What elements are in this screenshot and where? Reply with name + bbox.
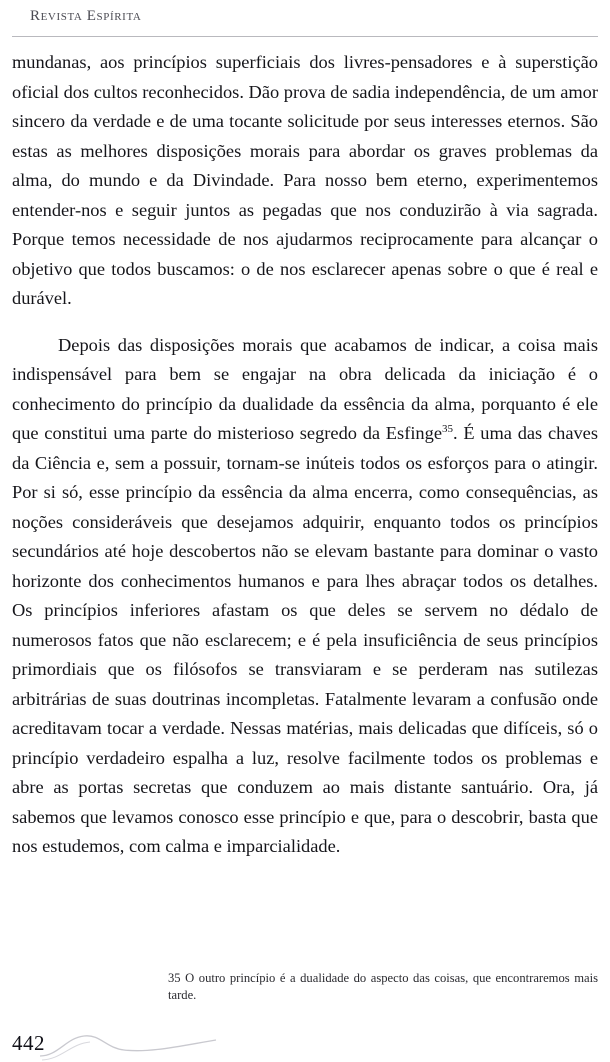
paragraph-2 (12, 331, 598, 862)
page-number: 442 (12, 1031, 45, 1055)
footnote-reference-35[interactable]: 35 (441, 422, 453, 435)
paragraph-2-part-1: Depois das disposições morais que acabamos de indicar, a coisa mais indispensável para bem se engajar na obra delicada da iniciação é o conhecimento do princípio da dualidade da essência da alma, porquanto é ele que constitui uma parte do misterioso segredo da Esfinge (12, 334, 598, 443)
running-head: Revista Espírita (30, 8, 142, 24)
page-footer (0, 1016, 610, 1062)
header-divider (12, 36, 598, 37)
paragraph-1: mundanas, aos princípios superficiais dos livres-pensadores e à superstição oficial dos cultos reconhecidos. Dão prova de sadia independência, de um amor sincero da verdade e de uma tocante solicitude por seus interesses eternos. São estas as melhores disposições morais para abordar os graves problemas da alma, do mundo e da Divindade. Para nosso bem eterno, experimentemos entender-nos e seguir juntos as pegadas que nos conduzirão à via sagrada. Porque temos necessidade de nos ajudarmos reciprocamente para alcançar o objetivo que todos buscamos: o de nos esclarecer apenas sobre o que é real e durável. (12, 52, 598, 308)
footnote-number: 35 (168, 971, 181, 985)
decorative-swash (40, 1022, 240, 1062)
footnote-text: O outro princípio é a dualidade do aspecto das coisas, que encontraremos mais tarde. (168, 971, 599, 1002)
paragraph-2-part-2: . É uma das chaves da Ciência e, sem a possuir, tornam-se inúteis todos os esforços para o atingir. Por si só, esse princípio da essência da alma encerra, como consequências, as noções consideráveis que desejamos adquirir, enquanto todos os princípios secundários até hoje descobertos não se elevam bastante para dominar o vasto horizonte dos conhecimentos humanos e para lhes abraçar todos os detalhes. Os princípios inferiores afastam os que deles se servem no dédalo de numerosos fatos que não esclarecem; e é pela insuficiência de seus princípios primordiais que os filósofos se transviaram e se perderam nas sutilezas arbitrárias de suas doutrinas incompletas. Fatalmente levaram a confusão onde acreditavam tocar a verdade. Nessas matérias, mais delicadas que difíceis, só o princípio verdadeiro espalha a luz, resolve facilmente todos os problemas e abre as portas secretas que conduzem ao mais distante santuário. Ora, já sabemos que levamos conosco esse princípio e que, para o descobrir, basta que nos estudemos, com calma e imparcialidade. (12, 423, 598, 856)
footnote-area (12, 970, 598, 1004)
footnote-35 (12, 970, 598, 1004)
body-text (12, 48, 598, 879)
